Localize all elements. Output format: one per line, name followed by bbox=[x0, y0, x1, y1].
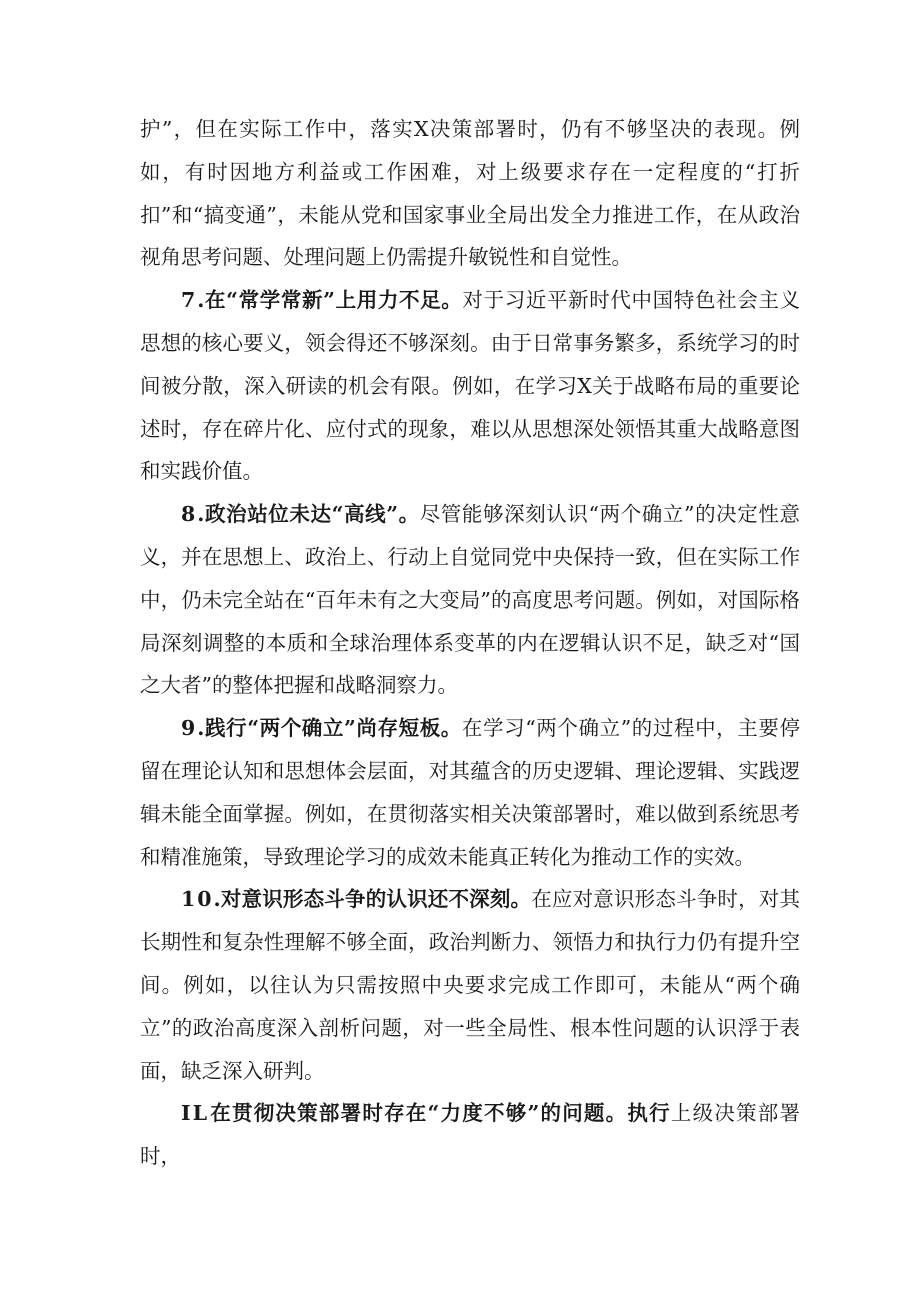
item-number: 10 bbox=[181, 887, 214, 912]
item-number: IL bbox=[181, 1101, 210, 1126]
paragraph-item-10 bbox=[140, 878, 800, 1092]
paragraph-text: 护”，但在实际工作中，落实X决策部署时，仍有不够坚决的表现。例如，有时因地方利益或工作困难，对上级要求存在一定程度的“打折扣”和“搞变通”，未能从党和国家事业全局出发全力推进工作，在从政治视角思考问题、处理问题上仍需提升敏锐性和自觉性。 bbox=[140, 117, 800, 270]
paragraph-text: 上级决策部署时， bbox=[140, 1101, 801, 1169]
item-number: 7 bbox=[181, 288, 198, 313]
paragraph-text: 对于习近平新时代中国特色社会主义思想的核心要义，领会得还不够深刻。由于日常事务繁多，系统学习的时间被分散，深入研读的机会有限。例如，在学习X关于战略布局的重要论述时，存在碎片化、应付式的现象，难以从思想深处领悟其重大战略意图和实践价值。 bbox=[140, 288, 800, 484]
paragraph-text: 尽管能够深刻认识“两个确立”的决定性意义，并在思想上、政治上、行动上自觉同党中央保持一致，但在实际工作中，仍未完全站在“百年未有之大变局”的高度思考问题。例如，对国际格局深刻调整的本质和全球治理体系变革的内在逻辑认识不足，缺乏对“国之大者”的整体把握和战略洞察力。 bbox=[140, 502, 800, 698]
paragraph-text: 在学习“两个确立”的过程中，主要停留在理论认知和思想体会层面，对其蕴含的历史逻辑、理论逻辑、实践逻辑未能全面掌握。例如，在贯彻落实相关决策部署时，难以做到系统思考和精准施策，导致理论学习的成效未能真正转化为推动工作的实效。 bbox=[140, 716, 800, 869]
item-heading: .政治站位未达“高线”。 bbox=[197, 502, 420, 527]
item-heading: .对意识形态斗争的认识还不深刻。 bbox=[213, 887, 532, 912]
paragraph-item-7 bbox=[140, 279, 800, 493]
item-heading: 在贯彻决策部署时存在“力度不够”的问题。执行 bbox=[209, 1101, 671, 1126]
item-number: 8 bbox=[181, 502, 198, 527]
item-heading: .践行“两个确立”尚存短板。 bbox=[197, 716, 462, 741]
paragraph-item-8 bbox=[140, 493, 800, 707]
item-number: 9 bbox=[181, 716, 198, 741]
paragraph-text: 在应对意识形态斗争时，对其长期性和复杂性理解不够全面，政治判断力、领悟力和执行力仍有提升空间。例如，以往认为只需按照中央要求完成工作即可，未能从“两个确立”的政治高度深入剖析问题，对一些全局性、根本性问题的认识浮于表面，缺乏深入研判。 bbox=[140, 887, 801, 1083]
item-heading: .在“常学常新”上用力不足。 bbox=[197, 288, 463, 313]
paragraph-item-11 bbox=[140, 1092, 800, 1178]
paragraph-continuation bbox=[140, 108, 800, 279]
document-body bbox=[140, 108, 800, 1178]
paragraph-item-9 bbox=[140, 707, 800, 878]
